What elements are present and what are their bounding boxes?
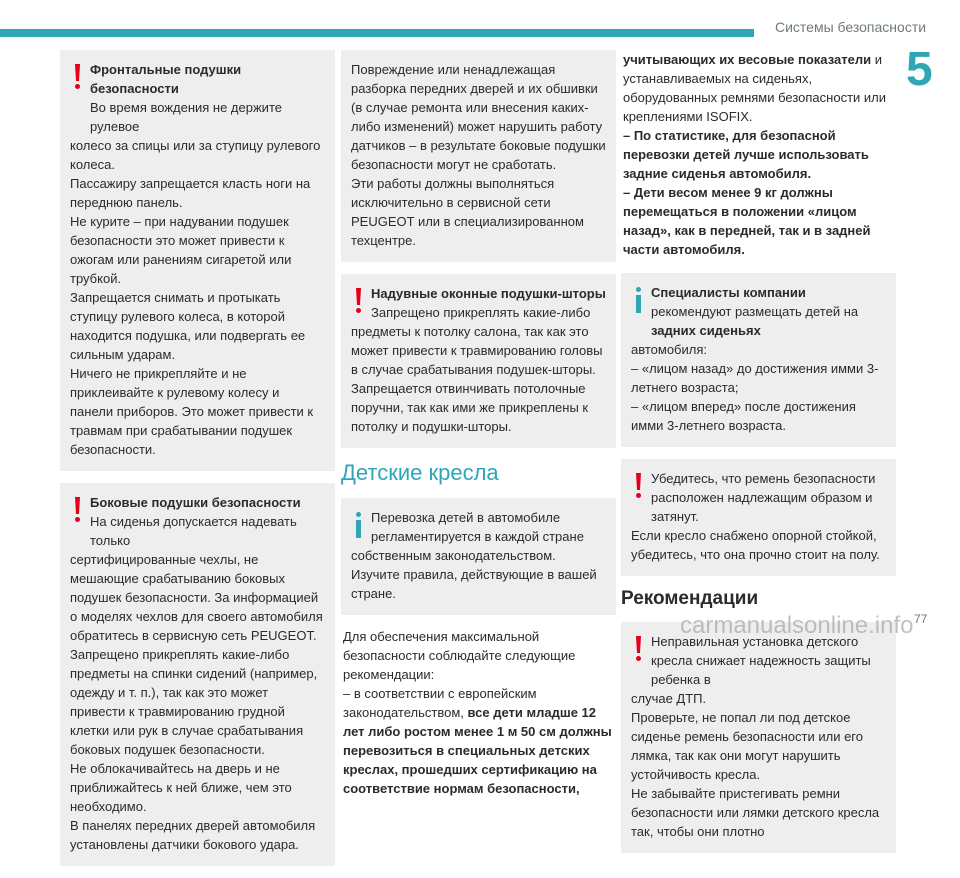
box-body: автомобиля: – «лицом назад» до достижения имми 3-летнего возраста; – «лицом вперед» после достижения имми 3-летнего возраста. <box>631 342 879 433</box>
warning-box-side-airbags <box>60 483 335 866</box>
warning-icon <box>636 473 642 499</box>
box-title: Надувные оконные подушки-шторы <box>371 286 606 301</box>
warning-icon <box>356 288 362 314</box>
box-title: Боковые подушки безопасности <box>90 495 301 510</box>
note-box-door-sensors <box>341 50 616 262</box>
warning-box-installation <box>621 622 896 853</box>
box-body: случае ДТП. Проверьте, не попал ли под детское сиденье ремень безопасности или его лямка, так как они могут нарушить устойчивость кресла. Не забывайте пристегивать ремни безопасности или лямки детского кресла так, чтобы они плотно <box>631 691 880 839</box>
box-lead: Неправильная установка детского кресла снижает надежность защиты ребенка в <box>651 634 871 687</box>
box-title: Фронтальные подушки безопасности <box>90 62 242 96</box>
info-box-specialists <box>621 273 896 447</box>
box-body: колесо за спицы или за ступицу рулевого колеса. Пассажиру запрещается класть ноги на переднюю панель. Не курите – при надувании подушек безопасности это может привести к ожогам или ранениям сигаретой или трубкой. Запрещается снимать и протыкать ступицу рулевого колеса, в которой находится подушка, или подвергать ее сильным ударам. Ничего не прикрепляйте и не приклеивайте к рулевому колесу и панели приборов. Это может привести к травмам при срабатывании подушек безопасности. <box>70 138 321 457</box>
text-item3: – Дети весом менее 9 кг должны перемещаться в положении «лицом назад», как в передней, так и в задней части автомобиля. <box>623 185 871 257</box>
box-body: собственным законодательством. Изучите правила, действующие в вашей стране. <box>351 548 597 601</box>
box-lead: Убедитесь, что ремень безопасности расположен надлежащим образом и затянут. <box>651 471 876 524</box>
box-body: сертифицированные чехлы, не мешающие срабатыванию боковых подушек безопасности. За информацией о моделях чехлов для своего автомобиля обратитесь в сервисную сеть PEUGEOT. Запрещено прикреплять какие-либо предметы на спинки сидений (например, одежду и т. п.), так как это может привести к травмированию грудной клетки или рук в случае срабатывания боковых подушек безопасности. Не облокачивайтесь на дверь и не приближайтесь к ней ближе, чем это необходимо. В панелях передних дверей автомобиля установлены датчики бокового удара. <box>70 552 323 852</box>
box-body: предметы к потолку салона, так как это может привести к травмированию головы в случае срабатывания подушек-шторы. Запрещается отвинчивать потолочные поручни, так как ими же прикреплены к потолку и подушки-шторы. <box>351 324 603 434</box>
text-cont-bold: учитывающих их весовые показатели <box>623 52 872 67</box>
box-lead: Перевозка детей в автомобиле регламентируется в каждой стране <box>371 510 584 544</box>
section-heading-child-seats: Детские кресла <box>341 460 499 485</box>
box-lead: На сиденья допускается надевать только <box>90 514 297 548</box>
warning-icon <box>636 636 642 662</box>
column-2 <box>341 50 616 812</box>
box-body: Если кресло снабжено опорной стойкой, убедитесь, что она прочно стоит на полу. <box>631 528 880 562</box>
box-lead: Запрещено прикреплять какие-либо <box>371 305 591 320</box>
column-3 <box>621 50 896 865</box>
text-continued <box>621 50 896 259</box>
text-recommendations <box>341 627 616 798</box>
warning-icon <box>75 64 81 90</box>
page-number: 77 <box>914 612 928 626</box>
text-item1 <box>343 684 614 798</box>
chapter-number: 5 <box>906 43 933 96</box>
box-lead <box>631 283 886 340</box>
text-intro: Для обеспечения максимальной безопасности соблюдайте следующие рекомендации: <box>343 629 576 682</box>
warning-box-front-airbags <box>60 50 335 471</box>
column-1 <box>60 50 335 878</box>
header-section-title: Системы безопасности <box>775 19 927 35</box>
info-icon <box>356 512 362 538</box>
box-body: Повреждение или ненадлежащая разборка передних дверей и их обшивки (в случае ремонта или внесения каких-либо изменений) может нарушить работу датчиков – в результате боковые подушки безопасности могут не сработать. Эти работы должны выполняться исключительно в сервисной сети PEUGEOT или в специализированном техцентре. <box>351 62 606 248</box>
header-accent-bar <box>0 29 754 37</box>
text-cont <box>623 50 894 126</box>
text-cont-normal: и устанавливаемых на сиденьях, оборудованных ремнями безопасности или креплениями ISOFIX. <box>623 52 887 124</box>
text-item2: – По статистике, для безопасной перевозки детей лучше использовать задние сиденья автомобиля. <box>623 128 869 181</box>
box-lead-bold: задних сиденьях <box>651 323 761 338</box>
watermark: carmanualsonline.info <box>680 612 914 639</box>
info-icon <box>636 287 642 313</box>
warning-box-belt-check <box>621 459 896 576</box>
info-box-legislation <box>341 498 616 615</box>
warning-icon <box>75 497 81 523</box>
box-lead-normal: рекомендуют размещать детей на <box>651 304 859 319</box>
warning-box-curtain-airbags <box>341 274 616 448</box>
box-lead: Во время вождения не держите рулевое <box>90 100 282 134</box>
text-item1-normal: – в соответствии с европейским законодательством, <box>343 686 537 720</box>
box-title: Специалисты компании <box>651 285 806 300</box>
section-heading-recommendations: Рекомендации <box>621 588 759 609</box>
text-item1-bold: все дети младше 12 лет либо ростом менее 1 м 50 см должны перевозиться в специальных детских креслах, прошедших сертификацию на соответствие нормам безопасности, <box>343 705 612 796</box>
